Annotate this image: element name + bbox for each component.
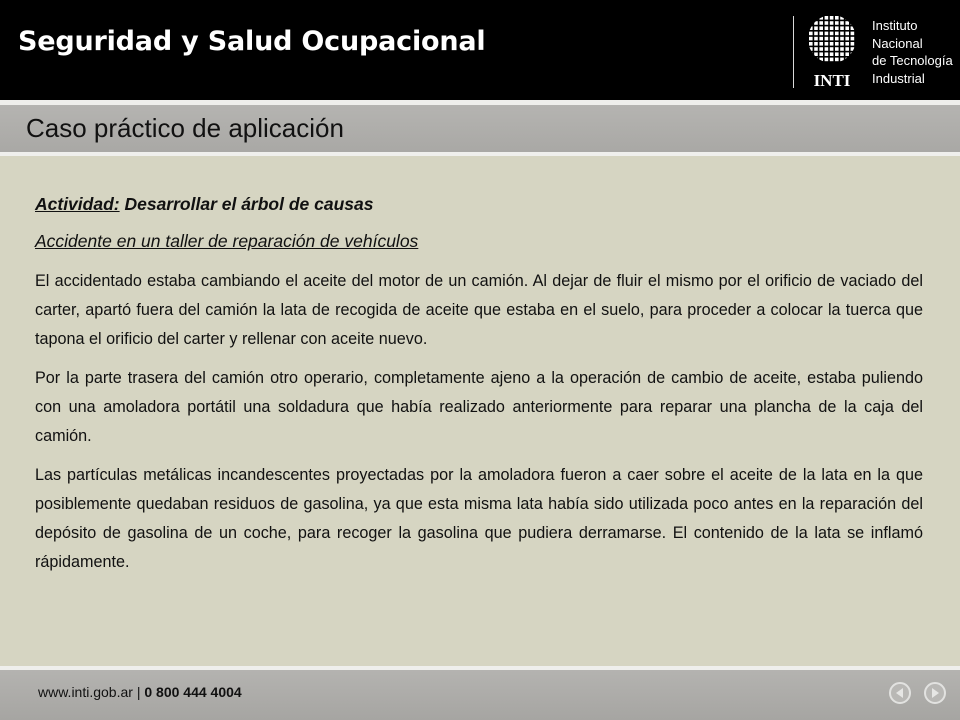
slide-content — [35, 194, 923, 587]
logo-line-1: Instituto — [872, 18, 918, 33]
arrow-right-icon — [929, 687, 941, 699]
accident-title: Accidente en un taller de reparación de vehículos — [35, 231, 419, 251]
paragraph-1: El accidentado estaba cambiando el aceite del motor de un camión. Al dejar de fluir el mismo por el orificio de vaciado del carter, apartó fuera del camión la lata de recogida de aceite que estaba en el suelo, para proceder a colocar la tuerca que tapona el orificio del carter y rellenar con aceite nuevo. — [35, 272, 923, 348]
activity-label: Actividad: — [35, 194, 120, 214]
inti-grid-icon — [805, 14, 859, 94]
arrow-left-icon — [894, 687, 906, 699]
logo-line-3: de Tecnología — [872, 53, 953, 68]
header-title: Seguridad y Salud Ocupacional — [18, 26, 486, 57]
logo-line-4: Industrial — [872, 70, 925, 86]
paragraph-2: Por la parte trasera del camión otro operario, completamente ajeno a la operación de cambio de aceite, estaba puliendo con una amoladora portátil una soldadura que había realizado anteriormente para reparar una plancha de la caja del camión. — [35, 369, 923, 445]
logo-acronym: INTI — [813, 71, 851, 90]
logo-line-2: Nacional — [872, 35, 923, 51]
logo-divider — [793, 16, 794, 88]
footer-contact — [38, 684, 242, 700]
activity-line — [35, 194, 923, 215]
slide-title: Caso práctico de aplicación — [26, 113, 344, 143]
footer-separator-bar: | — [132, 684, 145, 700]
subheader-bar — [0, 105, 960, 152]
subheader-separator — [0, 152, 960, 156]
paragraph-3: Las partículas metálicas incandescentes proyectadas por la amoladora fueron a caer sobre el aceite de la lata en la que posiblemente quedaban residuos de gasolina, ya que esta misma lata había sido utilizada poco antes en la reparación del depósito de gasolina de un coche, para recoger la gasolina que pudiera derramarse. El contenido de la lata se inflamó rápidamente. — [35, 466, 923, 571]
logo-text — [872, 17, 953, 87]
header-bar — [0, 0, 960, 100]
inti-logo — [805, 14, 859, 94]
footer-website: www.inti.gob.ar — [38, 684, 133, 700]
footer-phone: 0 800 444 4004 — [144, 684, 242, 700]
previous-slide-button[interactable] — [889, 682, 911, 704]
activity-text: Desarrollar el árbol de causas — [119, 194, 374, 214]
footer-bar — [0, 670, 960, 720]
next-slide-button[interactable] — [924, 682, 946, 704]
